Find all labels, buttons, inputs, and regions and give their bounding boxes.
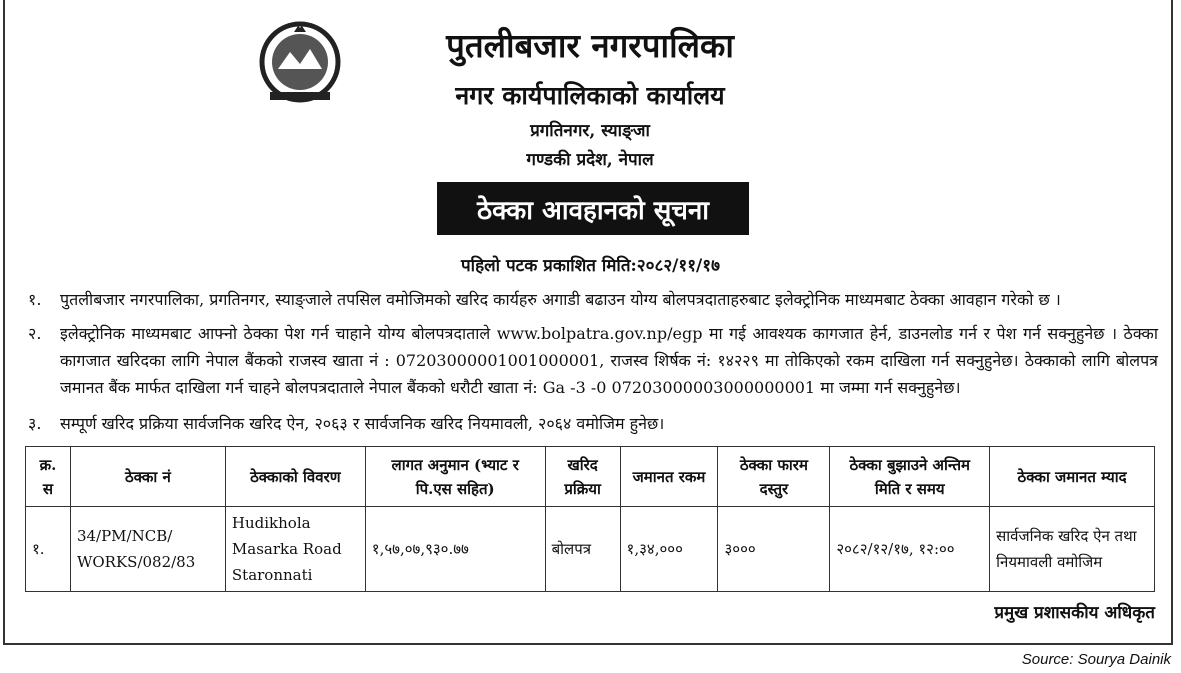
header-form-fee: ठेक्का फारम दस्तुर bbox=[718, 447, 830, 507]
government-emblem-icon bbox=[250, 14, 350, 104]
source-credit: Source: Sourya Dainik bbox=[1021, 651, 1171, 668]
cell-cost-estimate: १,५७,०७,९३०.७७ bbox=[365, 507, 545, 592]
cell-procurement-method: बोलपत्र bbox=[545, 507, 620, 592]
paragraph-number: १. bbox=[28, 290, 42, 309]
header-contract-no: ठेक्का नं bbox=[70, 447, 225, 507]
cell-form-fee: ३००० bbox=[718, 507, 830, 592]
paragraph-2 bbox=[28, 320, 1158, 401]
table-header-row bbox=[26, 447, 1155, 507]
tender-table bbox=[25, 446, 1155, 592]
header-deadline: ठेक्का बुझाउने अन्तिम मिति र समय bbox=[830, 447, 990, 507]
cell-contract-no: 34/PM/NCB/ WORKS/082/83 bbox=[70, 507, 225, 592]
cell-security-validity: सार्वजनिक खरिद ऐन तथा नियमावली वमोजिम bbox=[990, 507, 1155, 592]
notice-title-box bbox=[437, 182, 749, 235]
cell-deadline: २०८२/१२/१७, १२:०० bbox=[830, 507, 990, 592]
paragraph-text: सम्पूर्ण खरिद प्रक्रिया सार्वजनिक खरिद ऐन, २०६३ र सार्वजनिक खरिद नियमावली, २०६४ वमोजिम हुनेछ। bbox=[60, 414, 665, 433]
paragraph-number: २. bbox=[28, 324, 42, 343]
cell-description: Hudikhola Masarka Road Staronnati bbox=[225, 507, 365, 592]
notice-title: ठेक्का आवहानको सूचना bbox=[476, 195, 710, 226]
municipality-title: पुतलीबजार नगरपालिका bbox=[446, 26, 734, 65]
address-line-1: प्रगतिनगर, स्याङ्जा bbox=[530, 121, 650, 141]
header-security-validity: ठेक्का जमानत म्याद bbox=[990, 447, 1155, 507]
header-procurement-method: खरिद प्रक्रिया bbox=[545, 447, 620, 507]
address-line-2: गण्डकी प्रदेश, नेपाल bbox=[526, 150, 654, 170]
header-bid-security: जमानत रकम bbox=[620, 447, 718, 507]
cell-serial: १. bbox=[26, 507, 71, 592]
header-cost-estimate: लागत अनुमान (भ्याट र पि.एस सहित) bbox=[365, 447, 545, 507]
signature: प्रमुख प्रशासकीय अधिकृत bbox=[994, 603, 1155, 623]
office-subtitle: नगर कार्यपालिकाको कार्यालय bbox=[455, 81, 725, 110]
paragraph-text: पुतलीबजार नगरपालिका, प्रगतिनगर, स्याङ्जाले तपसिल वमोजिमको खरिद कार्यहरु अगाडी बढाउन योग्य बोलपत्रदाताहरुबाट इलेक्ट्रोनिक माध्यमबाट ठेक्का आवहान गरेको छ । bbox=[60, 290, 1061, 309]
paragraph-text: इलेक्ट्रोनिक माध्यमबाट आफ्नो ठेक्का पेश गर्न चाहाने योग्य बोलपत्रदाताले www.bolpatra.gov.np/egp मा गई आवश्यक कागजात हेर्न, डाउनलोड गर्न र पेश गर्न सक्नुहुनेछ । ठेक्का कागजात खरिदका लागि नेपाल बैंकको राजस्व खाता नं : 07203000001001000001, राजस्व शिर्षक नं: १४२२९ मा तोकिएको रकम दाखिला गर्न सक्नुहुनेछ। ठेक्काको लागि बोलपत्र जमानत बैंक मार्फत दाखिला गर्न चाहने बोलपत्रदाताले नेपाल बैंकको धरौटी खाता नं: Ga -3 -0 07203000003000000001 मा जम्मा गर्न सक्नुहुनेछ। bbox=[60, 324, 1158, 397]
cell-bid-security: १,३४,००० bbox=[620, 507, 718, 592]
paragraph-3 bbox=[28, 410, 1158, 437]
table-row bbox=[26, 507, 1155, 592]
paragraph-number: ३. bbox=[28, 414, 42, 433]
paragraph-1 bbox=[28, 286, 1158, 313]
published-date: पहिलो पटक प्रकाशित मिति:२०८२/११/१७ bbox=[461, 256, 720, 276]
header-description: ठेक्काको विवरण bbox=[225, 447, 365, 507]
header-serial: क्र. स bbox=[26, 447, 71, 507]
